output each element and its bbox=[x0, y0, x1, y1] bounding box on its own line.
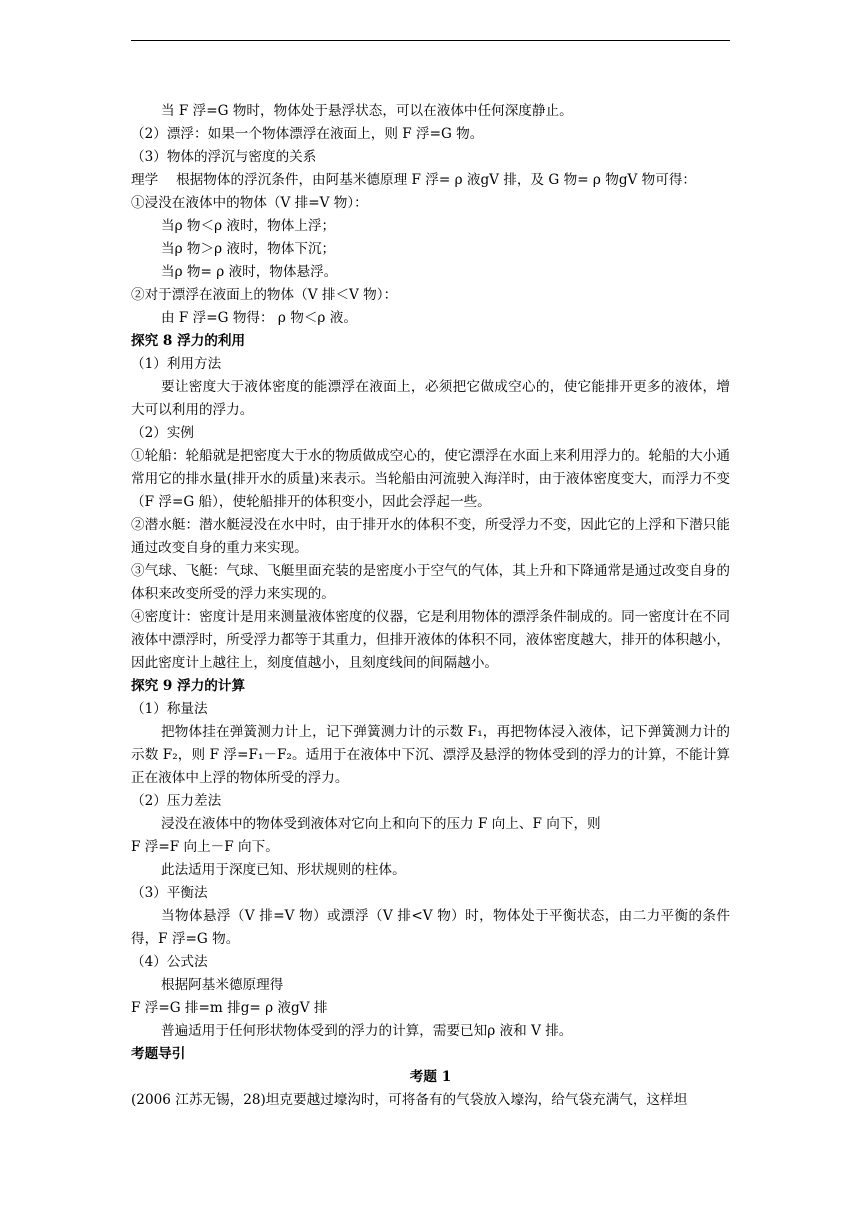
text-line: ①浸没在液体中的物体（V 排=V 物）： bbox=[131, 195, 368, 211]
formula-line: F 浮=G 排=m 排g= ρ 液gV 排 bbox=[131, 1000, 328, 1016]
text-line: F 浮=F 向上－F 向下。 bbox=[131, 839, 279, 855]
section-heading: 探究 8 浮力的利用 bbox=[131, 333, 246, 349]
paragraph: ③气球、飞艇：气球、飞艇里面充装的是密度小于空气的气体，其上升和下降通常是通过改变自身的体积来改变所受的浮力来实现的。 bbox=[131, 563, 730, 602]
text-line: 普遍适用于任何形状物体受到的浮力的计算，需要已知ρ 液和 V 排。 bbox=[161, 1023, 573, 1039]
section-heading: 考题导引 bbox=[131, 1046, 186, 1062]
question-title: 考题 1 bbox=[409, 1069, 452, 1085]
text-line: （1）利用方法 bbox=[131, 356, 222, 372]
header-rule bbox=[131, 40, 730, 41]
text-line: （1）称量法 bbox=[131, 701, 208, 717]
text-line: 当ρ 物＞ρ 液时，物体下沉； bbox=[161, 241, 336, 257]
paragraph: ①轮船：轮船就是把密度大于水的物质做成空心的，使它漂浮在水面上来利用浮力的。轮船的大小通常用它的排水量(排开水的质量)来表示。当轮船由河流驶入海洋时，由于液体密度变大，而浮力不变（F 浮=G 船），使轮船排开的体积变小，因此会浮起一些。 bbox=[131, 448, 730, 510]
text-line: 当ρ 物＜ρ 液时，物体上浮； bbox=[161, 218, 336, 234]
text-line: （2）漂浮：如果一个物体漂浮在液面上，则 F 浮=G 物。 bbox=[131, 126, 484, 142]
paragraph: 当物体悬浮（V 排=V 物）或漂浮（V 排<V 物）时，物体处于平衡状态，由二力平衡的条件得，F 浮=G 物。 bbox=[131, 908, 730, 947]
text-line: （2）实例 bbox=[131, 425, 195, 441]
paragraph: 要让密度大于液体密度的能漂浮在液面上，必须把它做成空心的，使它能排开更多的液体，增大可以利用的浮力。 bbox=[131, 379, 730, 418]
text-line: （4）公式法 bbox=[131, 954, 208, 970]
text-line: （3）物体的浮沉与密度的关系 bbox=[131, 149, 317, 165]
text-line: 由 F 浮=G 物得： ρ 物＜ρ 液。 bbox=[161, 310, 357, 326]
text-line: 理学 根据物体的浮沉条件，由阿基米德原理 F 浮= ρ 液gV 排，及 G 物= ρ 物gV 物可得： bbox=[131, 172, 697, 188]
document-body bbox=[131, 100, 730, 1112]
paragraph: 把物体挂在弹簧测力计上，记下弹簧测力计的示数 F₁，再把物体浸入液体，记下弹簧测力计的示数 F₂，则 F 浮=F₁－F₂。适用于在液体中下沉、漂浮及悬浮的物体受到的浮力的计算，不能计算正在液体中上浮的物体所受的浮力。 bbox=[131, 724, 730, 786]
text-line: 浸没在液体中的物体受到液体对它向上和向下的压力 F 向上、F 向下，则 bbox=[161, 816, 601, 832]
text-line: 当ρ 物= ρ 液时，物体悬浮。 bbox=[161, 264, 338, 280]
text-line: (2006 江苏无锡，28)坦克要越过壕沟时，可将备有的气袋放入壕沟，给气袋充满气，这样坦 bbox=[131, 1092, 688, 1108]
text-line: ②对于漂浮在液面上的物体（V 排＜V 物）： bbox=[131, 287, 398, 303]
text-line: （3）平衡法 bbox=[131, 885, 208, 901]
text-line: 根据阿基米德原理得 bbox=[161, 977, 284, 993]
section-heading: 探究 9 浮力的计算 bbox=[131, 678, 246, 694]
text-line: 此法适用于深度已知、形状规则的柱体。 bbox=[161, 862, 406, 878]
paragraph: ②潜水艇：潜水艇浸没在水中时，由于排开水的体积不变，所受浮力不变，因此它的上浮和下潜只能通过改变自身的重力来实现。 bbox=[131, 517, 730, 556]
text-line: （2）压力差法 bbox=[131, 793, 222, 809]
paragraph: ④密度计：密度计是用来测量液体密度的仪器，它是利用物体的漂浮条件制成的。同一密度计在不同液体中漂浮时，所受浮力都等于其重力，但排开液体的体积不同，液体密度越大，排开的体积越小，因此密度计上越往上，刻度值越小，且刻度线间的间隔越小。 bbox=[131, 609, 730, 671]
text-line: 当 F 浮=G 物时，物体处于悬浮状态，可以在液体中任何深度静止。 bbox=[161, 103, 573, 119]
